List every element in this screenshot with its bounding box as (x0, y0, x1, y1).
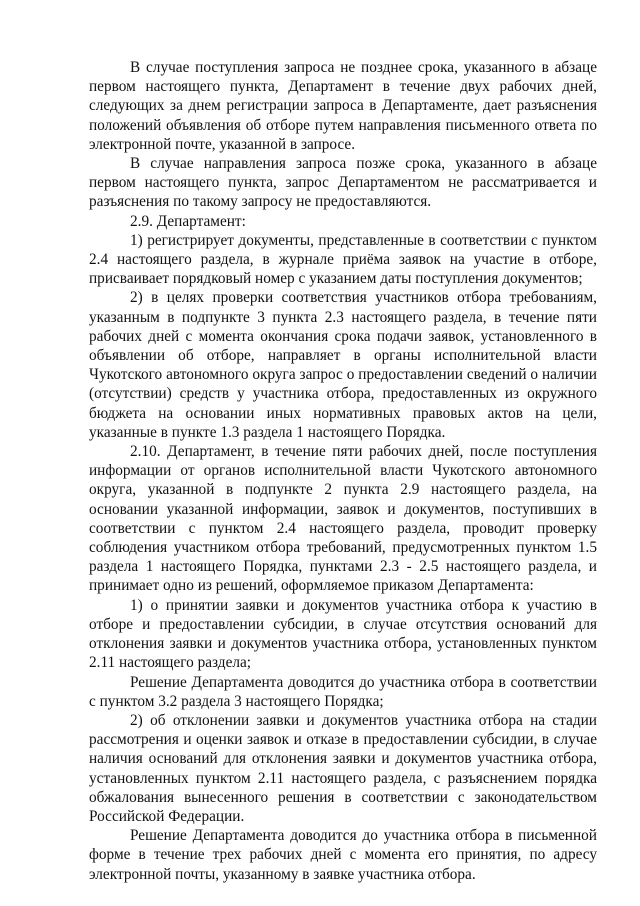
paragraph-clause-2-10: 2.10. Департамент, в течение пяти рабочих дней, после поступления информации от органов исполнительной власти Чукотского автономного округа, указанной в подпункте 2 пункта 2.9 настоящего раздела, на основании указанной информации, заявок и документов, поступивших в соответствии с пунктом 2.4 настоящего раздела, проводит проверку соблюдения участником отбора требований, предусмотренных пунктом 1.5 раздела 1 настоящего Порядка, пунктами 2.3 - 2.5 настоящего раздела, и принимает одно из решений, оформляемое приказом Департамента: (89, 443, 597, 595)
document-body (89, 58, 597, 884)
paragraph-clause-2-10-item-2: 2) об отклонении заявки и документов участника отбора на стадии рассмотрения и оценки заявок и отказе в предоставлении субсидии, в случае наличия оснований для отклонения заявки и документов участника отбора, установленных пунктом 2.11 настоящего раздела, с разъяснением порядка обжалования вынесенного решения в соответствии с законодательством Российской Федерации. (89, 711, 597, 825)
paragraph-clause-2-9-item-1: 1) регистрирует документы, представленные в соответствии с пунктом 2.4 настоящего раздела, в журнале приёма заявок на участие в отборе, присваивает порядковый номер с указанием даты поступления документов; (89, 231, 597, 288)
paragraph-clause-2-9: 2.9. Департамент: (130, 212, 246, 230)
paragraph-clause-2-9-item-2: 2) в целях проверки соответствия участников отбора требованиям, указанным в подпункте 3 пункта 2.3 настоящего раздела, в течение пяти рабочих дней с момента окончания срока подачи заявок, установленного в объявлении об отборе, направляет в органы исполнительной власти Чукотского автономного округа запрос о предоставлении сведений о наличии (отсутствии) средств у участника отбора, предоставленных из окружного бюджета на основании иных нормативных правовых актов на цели, указанные в пункте 1.3 раздела 1 настоящего Порядка. (89, 289, 597, 441)
paragraph-decision-notice-1: Решение Департамента доводится до участника отбора в соответствии с пунктом 3.2 раздела 3 настоящего Порядка; (89, 673, 597, 710)
paragraph-decision-notice-2: Решение Департамента доводится до участника отбора в письменной форме в течение трех рабочих дней с момента его принятия, по адресу электронной почты, указанному в заявке участника отбора. (89, 827, 597, 883)
paragraph-late-request: В случае направления запроса позже срока, указанного в абзаце первом настоящего пункта, запрос Департаментом не рассматривается и разъяснения по такому запросу не предоставляются. (89, 155, 597, 211)
paragraph-clause-2-10-item-1: 1) о принятии заявки и документов участника отбора к участию в отборе и предоставлении субсидии, в случае отсутствия оснований для отклонения заявки и документов участника отбора, установленных пунктом 2.11 настоящего раздела; (89, 596, 597, 672)
paragraph-request-deadline: В случае поступления запроса не позднее срока, указанного в абзаце первом настоящего пункта, Департамент в течение двух рабочих дней, следующих за днем регистрации запроса в Департаменте, дает разъяснения положений объявления об отборе путем направления письменного ответа по электронной почте, указанной в запросе. (89, 59, 597, 153)
